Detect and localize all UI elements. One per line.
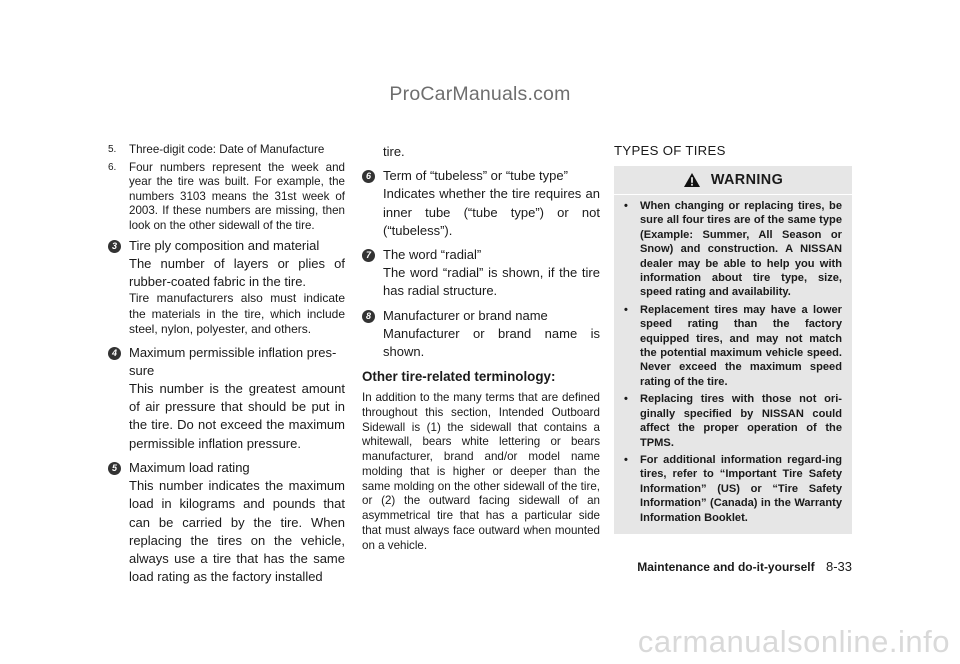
item-heading: Manufacturer or brand name — [383, 307, 548, 323]
warning-item — [614, 199, 852, 300]
item-number: 6. — [108, 161, 117, 173]
footer-section-title: Maintenance and do-it-yourself — [637, 560, 815, 574]
column-middle — [362, 143, 600, 553]
item-text: Three-digit code: Date of Manufacture — [129, 143, 325, 156]
label-item — [108, 459, 345, 586]
column-left — [108, 143, 345, 592]
warning-triangle-icon — [683, 172, 701, 188]
item-body: The number of layers or plies of rubber-coated fabric in the tire. — [129, 255, 345, 289]
terminology-paragraph: In addition to the many terms that are defined throughout this section, Intended Outboard Sidewall is (1) the sidewall that contains a whitewall, bears white lettering or bears manufacturer, brand and/or model name molding that is higher or deeper than the same molding on the other sidewall of the tire, or (2) the outward facing sidewall of an asymmetrical tire that has a particular side that must always face outward when mounted on a vehicle. — [362, 391, 600, 552]
item-body: This number indicates the maximum load in kilograms and pounds that can be carried by the tire. When replacing the tires on the vehicle, always use a tire that has the same load rating as the factory installed — [129, 478, 345, 585]
item-number: 5. — [108, 144, 117, 155]
page-footer — [637, 559, 852, 574]
bullet-icon: • — [624, 393, 628, 406]
bullet-icon: • — [624, 200, 628, 212]
section-title: TYPES OF TIRES — [614, 143, 726, 158]
column-right — [614, 143, 852, 534]
page-number: 8-33 — [825, 559, 852, 574]
watermark-bottom: carmanualsonline.info — [637, 624, 950, 659]
item-text: Four numbers represent the week and year the tire was built. For example, the numbers 3103 means the 31st week of 2003. If these numbers are missing, then look on the other sidewall of the tire. — [129, 160, 345, 232]
warning-text: Replacement tires may have a lower speed rating than the factory equipped tires, and may not match the potential maximum vehicle speed. Never exceed the maximum speed rating of the tire. — [640, 303, 842, 388]
continued-text: tire. — [383, 144, 405, 159]
section-subheading: Other tire-related terminology: — [362, 369, 556, 385]
item-body: This number is the greatest amount of air pressure that should be put in the tire. Do not exceed the maximum permissible inflation pressure. — [129, 381, 345, 451]
warning-text: For additional information regard-ing tires, refer to “Important Tire Safety Information” (US) or “Tire Safety Information” (Canada) in the Warranty Information Booklet. — [640, 453, 842, 524]
item-body: Indicates whether the tire requires an inner tube (“tube type”) or not (“tubeless”). — [383, 186, 600, 238]
watermark-top: ProCarManuals.com — [389, 83, 571, 105]
item-heading: Maximum permissible inflation pres-sure — [129, 344, 337, 378]
warning-text: Replacing tires with those not ori-ginally specified by NISSAN could affect the proper operation of the TPMS. — [640, 393, 842, 449]
warning-box — [614, 166, 852, 534]
warning-item — [614, 453, 852, 525]
circled-number-icon: 4 — [108, 347, 121, 360]
item-heading: Maximum load rating — [129, 459, 250, 475]
circled-number-icon: 5 — [108, 462, 121, 475]
warning-item — [614, 303, 852, 389]
item-heading: Tire ply composition and material — [129, 237, 320, 253]
item-note: Tire manufacturers also must indicate the materials in the tire, which include steel, nylon, polyester, and others. — [129, 291, 345, 337]
numbered-item — [108, 161, 345, 234]
numbered-item — [108, 143, 345, 158]
label-item — [108, 237, 345, 338]
item-heading: The word “radial” — [383, 247, 482, 263]
item-body: Manufacturer or brand name is shown. — [383, 325, 600, 360]
bullet-icon: • — [624, 303, 628, 316]
item-body: The word “radial” is shown, if the tire has radial structure. — [383, 265, 600, 299]
label-item — [362, 307, 600, 362]
circled-number-icon: 8 — [362, 310, 375, 323]
label-item — [108, 344, 345, 453]
circled-number-icon: 7 — [362, 249, 375, 262]
item-heading: Term of “tubeless” or “tube type” — [383, 168, 568, 184]
circled-number-icon: 6 — [362, 170, 375, 183]
label-item — [362, 167, 600, 240]
warning-header — [614, 166, 852, 195]
label-item — [362, 246, 600, 301]
warning-item — [614, 392, 852, 450]
warning-text: When changing or replacing tires, be sure all four tires are of the same type (Example: Summer, All Season or Snow) and construction. A NISSAN dealer may be able to help you with information about tire type, size, speed rating and availability. — [640, 200, 842, 299]
warning-label: WARNING — [710, 172, 784, 188]
circled-number-icon: 3 — [108, 240, 121, 253]
bullet-icon: • — [624, 453, 628, 466]
